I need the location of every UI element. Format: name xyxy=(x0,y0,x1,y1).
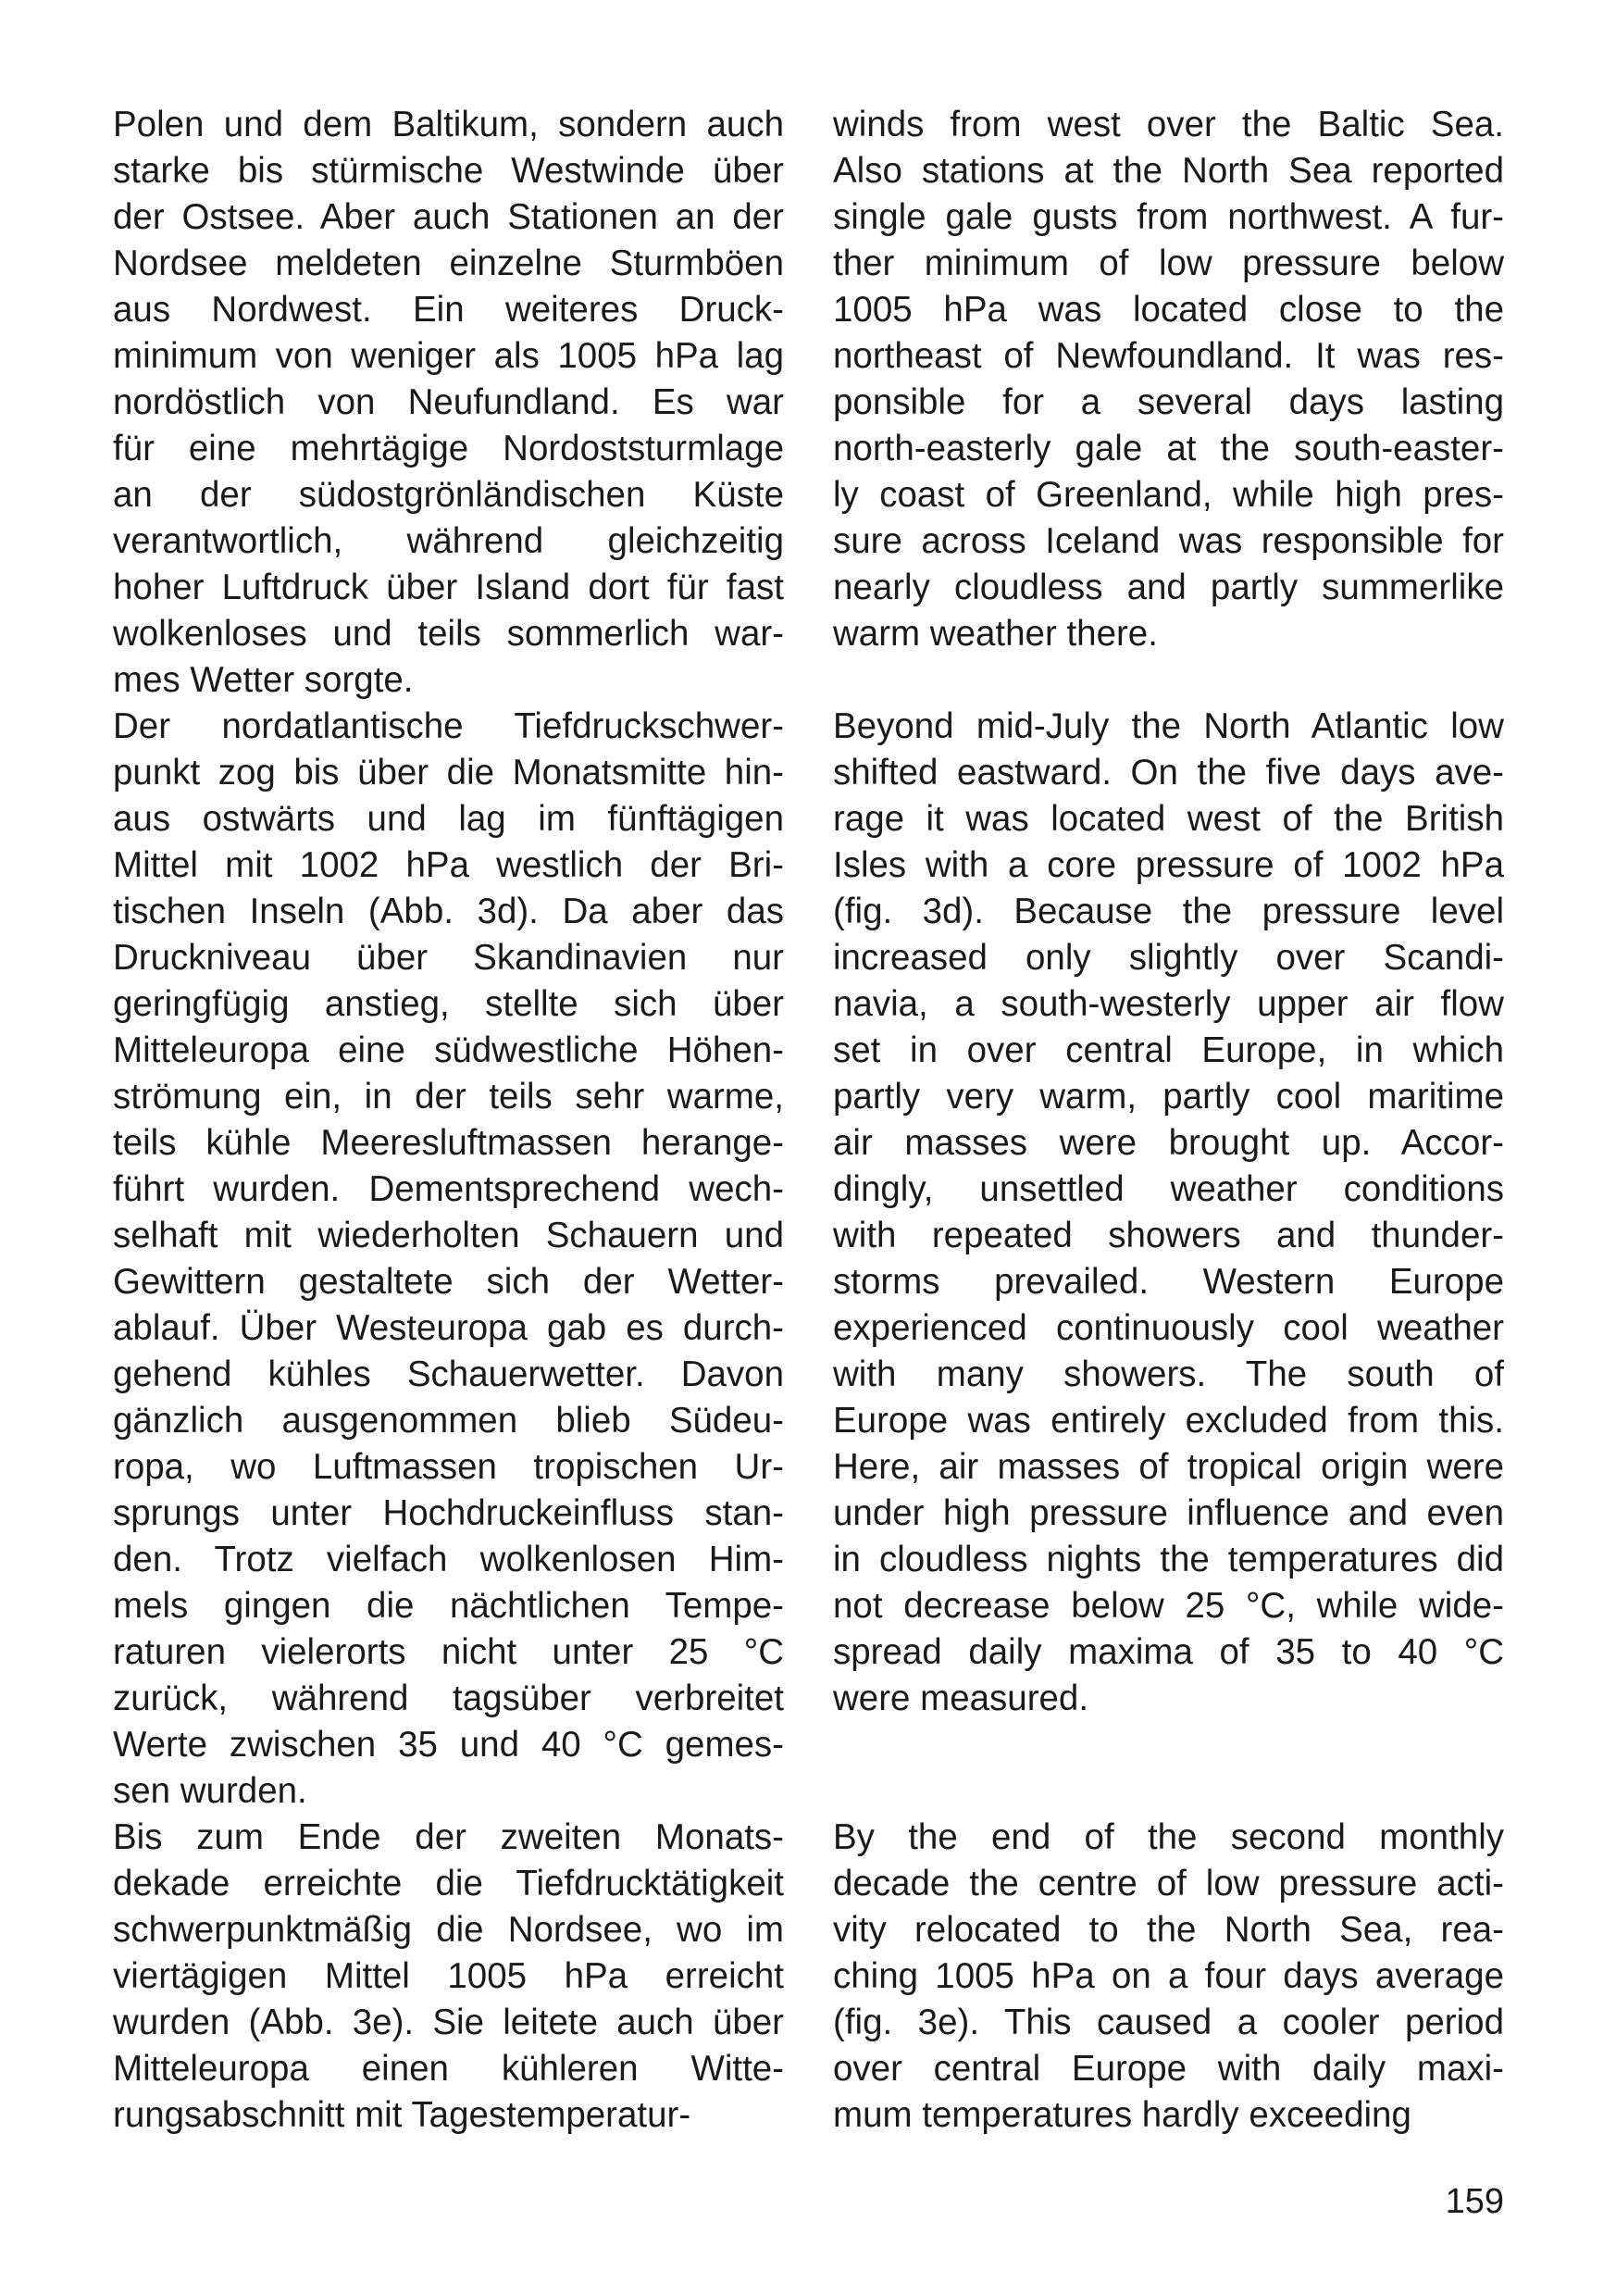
text-line: dingly, unsettled weather conditions xyxy=(833,1169,1504,1209)
text-line: Gewittern gestaltete sich der Wetter- xyxy=(113,1262,784,1302)
text-line: ropa, wo Luftmassen tropischen Ur- xyxy=(113,1447,784,1487)
text-line: ther minimum of low pressure below xyxy=(833,243,1504,283)
text-line: für eine mehrtägige Nordoststurmlage xyxy=(113,429,784,468)
text-line: aus Nordwest. Ein weiteres Druck- xyxy=(113,290,784,330)
text-line: shifted eastward. On the five days ave- xyxy=(833,753,1504,792)
text-line: Polen und dem Baltikum, sondern auch xyxy=(113,105,784,144)
text-line: Der nordatlantische Tiefdruckschwer- xyxy=(113,706,784,746)
text-line: northeast of Newfoundland. It was res- xyxy=(833,336,1504,376)
paragraph xyxy=(113,704,784,1815)
text-line: zurück, während tagsüber verbreitet xyxy=(113,1678,784,1718)
text-line: with repeated showers and thunder- xyxy=(833,1216,1504,1255)
paragraph xyxy=(113,102,784,704)
text-line: der Ostsee. Aber auch Stationen an der xyxy=(113,197,784,237)
text-line: air masses were brought up. Accor- xyxy=(833,1123,1504,1163)
text-line: geringfügig anstieg, stellte sich über xyxy=(113,984,784,1024)
text-line: Here, air masses of tropical origin were xyxy=(833,1447,1504,1487)
page-number: 159 xyxy=(1445,2182,1504,2221)
text-line: sprungs unter Hochdruckeinfluss stan- xyxy=(113,1493,784,1533)
text-line: Bis zum Ende der zweiten Monats- xyxy=(113,1817,784,1857)
text-line: spread daily maxima of 35 to 40 °C xyxy=(833,1632,1504,1672)
text-line: Beyond mid-July the North Atlantic low xyxy=(833,706,1504,746)
text-line: wurden (Abb. 3e). Sie leitete auch über xyxy=(113,2003,784,2042)
text-line: Isles with a core pressure of 1002 hPa xyxy=(833,845,1504,885)
text-line: starke bis stürmische Westwinde über xyxy=(113,151,784,191)
text-line: over central Europe with daily maxi- xyxy=(833,2049,1504,2089)
text-line: Werte zwischen 35 und 40 °C gemes- xyxy=(113,1725,784,1765)
text-line: mum temperatures hardly exceeding xyxy=(833,2095,1411,2135)
text-line: with many showers. The south of xyxy=(833,1354,1504,1394)
text-line: hoher Luftdruck über Island dort für fast xyxy=(113,568,784,607)
text-line: set in over central Europe, in which xyxy=(833,1030,1504,1070)
text-line: sen wurden. xyxy=(113,1771,307,1811)
text-line: Druckniveau über Skandinavien nur xyxy=(113,938,784,978)
text-line: warm weather there. xyxy=(833,614,1158,654)
text-line: wolkenloses und teils sommerlich war- xyxy=(113,614,784,654)
text-line: experienced continuously cool weather xyxy=(833,1308,1504,1348)
text-line: increased only slightly over Scandi- xyxy=(833,938,1504,978)
text-line: not decrease below 25 °C, while wide- xyxy=(833,1586,1504,1626)
text-line: dekade erreichte die Tiefdrucktätigkeit xyxy=(113,1864,784,1903)
text-line: viertägigen Mittel 1005 hPa erreicht xyxy=(113,1956,784,1996)
paragraph xyxy=(833,1815,1504,2139)
paragraph-gap xyxy=(833,1768,1504,1815)
text-line: strömung ein, in der teils sehr warme, xyxy=(113,1077,784,1117)
text-line: gehend kühles Schauerwetter. Davon xyxy=(113,1354,784,1394)
text-line: under high pressure influence and even xyxy=(833,1493,1504,1533)
left-column-german xyxy=(113,102,784,2139)
text-line: vity relocated to the North Sea, rea- xyxy=(833,1910,1504,1950)
text-line: storms prevailed. Western Europe xyxy=(833,1262,1504,1302)
text-line: mes Wetter sorgte. xyxy=(113,660,414,700)
text-line: Also stations at the North Sea reported xyxy=(833,151,1504,191)
text-line: (fig. 3e). This caused a cooler period xyxy=(833,2003,1504,2042)
text-line: navia, a south-westerly upper air flow xyxy=(833,984,1504,1024)
paragraph xyxy=(833,704,1504,1722)
text-line: were measured. xyxy=(833,1678,1089,1718)
paragraph xyxy=(113,1815,784,2139)
text-line: By the end of the second monthly xyxy=(833,1817,1504,1857)
text-line: ching 1005 hPa on a four days average xyxy=(833,1956,1504,1996)
text-line: ablauf. Über Westeuropa gab es durch- xyxy=(113,1308,784,1348)
right-column-english xyxy=(833,102,1504,2139)
text-line: teils kühle Meeresluftmassen herange- xyxy=(113,1123,784,1163)
text-line: minimum von weniger als 1005 hPa lag xyxy=(113,336,784,376)
text-line: gänzlich ausgenommen blieb Südeu- xyxy=(113,1401,784,1441)
text-line: nearly cloudless and partly summerlike xyxy=(833,568,1504,607)
text-line: north-easterly gale at the south-easter- xyxy=(833,429,1504,468)
text-line: 1005 hPa was located close to the xyxy=(833,290,1504,330)
text-line: in cloudless nights the temperatures did xyxy=(833,1540,1504,1579)
text-line: Mittel mit 1002 hPa westlich der Bri- xyxy=(113,845,784,885)
text-line: rage it was located west of the British xyxy=(833,799,1504,839)
paragraph xyxy=(833,102,1504,657)
text-line: mels gingen die nächtlichen Tempe- xyxy=(113,1586,784,1626)
text-line: aus ostwärts und lag im fünftägigen xyxy=(113,799,784,839)
text-line: ponsible for a several days lasting xyxy=(833,382,1504,422)
text-line: partly very warm, partly cool maritime xyxy=(833,1077,1504,1117)
text-line: Europe was entirely excluded from this. xyxy=(833,1401,1504,1441)
text-line: decade the centre of low pressure acti- xyxy=(833,1864,1504,1903)
text-line: Mitteleuropa einen kühleren Witte- xyxy=(113,2049,784,2089)
text-line: raturen vielerorts nicht unter 25 °C xyxy=(113,1632,784,1672)
text-line: (fig. 3d). Because the pressure level xyxy=(833,892,1504,931)
text-line: single gale gusts from northwest. A fur- xyxy=(833,197,1504,237)
text-line: winds from west over the Baltic Sea. xyxy=(833,105,1504,144)
paragraph-gap xyxy=(833,1722,1504,1768)
text-line: ly coast of Greenland, while high pres- xyxy=(833,475,1504,515)
text-line: Mitteleuropa eine südwestliche Höhen- xyxy=(113,1030,784,1070)
text-line: an der südostgrönländischen Küste xyxy=(113,475,784,515)
text-line: nordöstlich von Neufundland. Es war xyxy=(113,382,784,422)
text-line: schwerpunktmäßig die Nordsee, wo im xyxy=(113,1910,784,1950)
text-line: verantwortlich, während gleichzeitig xyxy=(113,521,784,561)
text-line: Nordsee meldeten einzelne Sturmböen xyxy=(113,243,784,283)
paragraph-gap xyxy=(833,657,1504,704)
text-line: sure across Iceland was responsible for xyxy=(833,521,1504,561)
text-line: rungsabschnitt mit Tagestemperatur- xyxy=(113,2095,691,2135)
text-line: punkt zog bis über die Monatsmitte hin- xyxy=(113,753,784,792)
text-line: tischen Inseln (Abb. 3d). Da aber das xyxy=(113,892,784,931)
text-line: den. Trotz vielfach wolkenlosen Him- xyxy=(113,1540,784,1579)
text-line: führt wurden. Dementsprechend wech- xyxy=(113,1169,784,1209)
text-line: selhaft mit wiederholten Schauern und xyxy=(113,1216,784,1255)
